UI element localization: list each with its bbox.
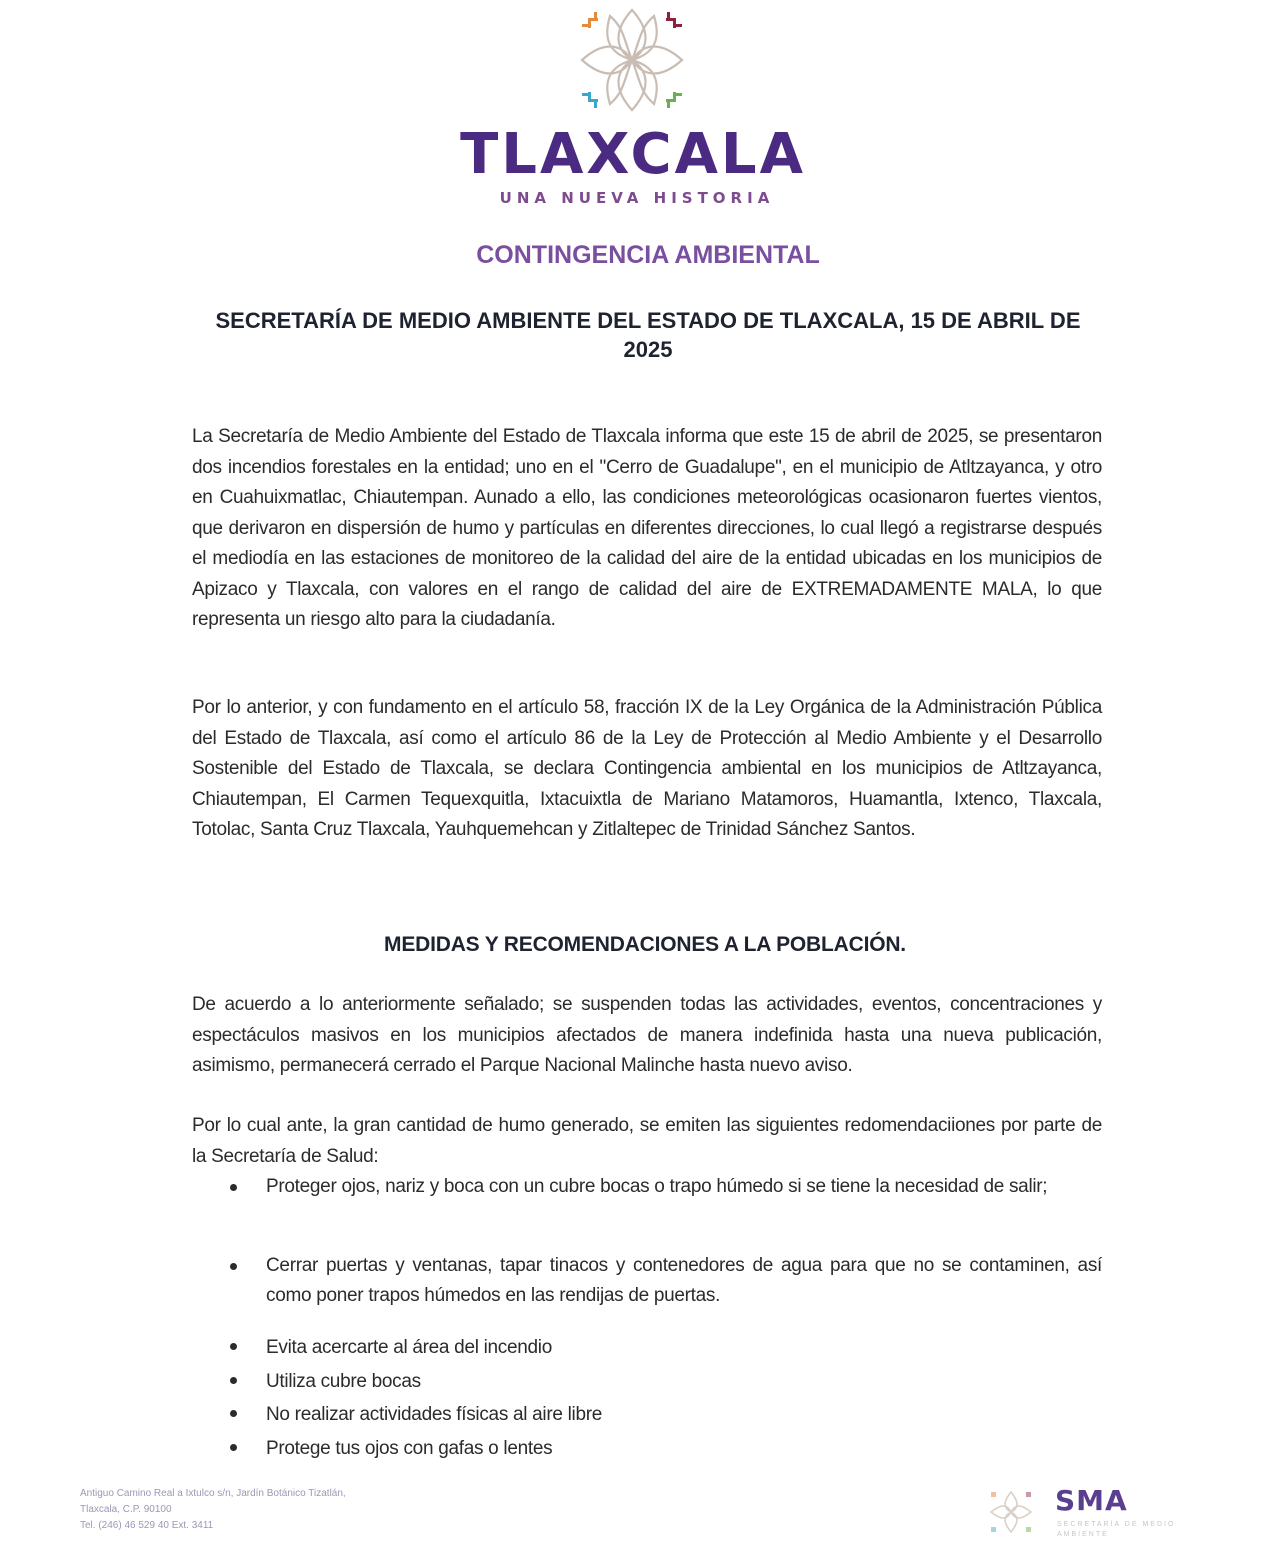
recommendation-text: Evita acercarte al área del incendio bbox=[266, 1337, 552, 1358]
recommendation-list bbox=[192, 1331, 1102, 1465]
bullet-icon bbox=[230, 1263, 237, 1270]
address-line: Antiguo Camino Real a Ixtulco s/n, Jardín Botánico Tizatlán, bbox=[80, 1488, 346, 1499]
document-title: CONTINGENCIA AMBIENTAL bbox=[476, 241, 820, 269]
paragraph-declaration: Por lo anterior, y con fundamento en el artículo 58, fracción IX de la Ley Orgánica de la Administración Pública del Estado de Tlaxcala, así como el artículo 86 de la Ley de Protección al Medio Ambiente y el Desarrollo Sostenible del Estado de Tlaxcala, se declara Contingencia ambiental en los municipios de Atltzayanca, Chiautempan, El Carmen Tequexquitla, Ixtacuixtla de Mariano Matamoros, Huamantla, Ixtenco, Tlaxcala, Totolac, Santa Cruz Tlaxcala, Yauhquemehcan y Zitlaltepec de Trinidad Sánchez Santos. bbox=[192, 697, 1102, 840]
list-item bbox=[192, 1432, 1102, 1466]
recommendation-text: Protege tus ojos con gafas o lentes bbox=[266, 1437, 553, 1459]
list-item bbox=[192, 1172, 1102, 1202]
phone-line: Tel. (246) 46 529 40 Ext. 3411 bbox=[80, 1520, 214, 1531]
paragraph-recommendations-intro: Por lo cual ante, la gran cantidad de humo generado, se emiten las siguientes redomendaciiones por parte de la Secretaría de Salud: bbox=[192, 1115, 1102, 1167]
sma-agency-name: SECRETARÍA DE MEDIO AMBIENTE bbox=[1057, 1521, 1176, 1538]
bullet-icon bbox=[230, 1410, 237, 1417]
bullet-icon bbox=[230, 1184, 237, 1191]
tlaxcala-logo bbox=[0, 0, 1266, 220]
recommendation-list bbox=[192, 1172, 1102, 1202]
sma-emblem-icon bbox=[985, 1486, 1037, 1538]
logo-title: TLAXCALA bbox=[460, 122, 806, 187]
list-item bbox=[192, 1331, 1102, 1365]
bullet-icon bbox=[230, 1377, 237, 1384]
flower-emblem-icon bbox=[572, 2, 692, 118]
list-item bbox=[192, 1365, 1102, 1399]
bullet-icon bbox=[230, 1444, 237, 1451]
recommendation-text: Cerrar puertas y ventanas, tapar tinacos y contenedores de agua para que no se contaminen, así como poner trapos húmedos en las rendijas de puertas. bbox=[266, 1255, 1102, 1306]
footer-address bbox=[80, 1486, 346, 1534]
section-heading-measures: MEDIDAS Y RECOMENDACIONES A LA POBLACIÓN. bbox=[384, 933, 906, 956]
bullet-icon bbox=[230, 1343, 237, 1350]
list-item bbox=[192, 1251, 1102, 1311]
document-subtitle: SECRETARÍA DE MEDIO AMBIENTE DEL ESTADO DE TLAXCALA, 15 DE ABRIL DE 2025 bbox=[215, 308, 1081, 362]
recommendation-text: Utiliza cubre bocas bbox=[266, 1370, 421, 1392]
recommendation-list bbox=[192, 1251, 1102, 1311]
list-item bbox=[192, 1398, 1102, 1432]
recommendation-text: No realizar actividades físicas al aire libre bbox=[266, 1404, 603, 1425]
address-line: Tlaxcala, C.P. 90100 bbox=[80, 1504, 172, 1515]
logo-subtitle: UNA NUEVA HISTORIA bbox=[499, 189, 775, 207]
paragraph-incident: La Secretaría de Medio Ambiente del Estado de Tlaxcala informa que este 15 de abril de 2025, se presentaron dos incendios forestales en la entidad; uno en el "Cerro de Guadalupe", en el municipio de Atltzayanca, y otro en Cuahuixmatlac, Chiautempan. Aunado a ello, las condiciones meteorológicas ocasionaron fuertes vientos, que derivaron en dispersión de humo y partículas en diferentes direcciones, lo cual llegó a registrarse después el mediodía en las estaciones de monitoreo de la calidad del aire de la entidad ubicadas en los municipios de Apizaco y Tlaxcala, con valores en el rango de calidad del aire de EXTREMADAMENTE MALA, lo que representa un riesgo alto para la ciudadanía. bbox=[192, 426, 1102, 630]
sma-logo bbox=[985, 1484, 1225, 1544]
recommendation-text: Proteger ojos, nariz y boca con un cubre bocas o trapo húmedo si se tiene la necesidad de salir; bbox=[266, 1176, 1048, 1197]
sma-abbreviation: SMA bbox=[1055, 1484, 1128, 1517]
paragraph-suspension: De acuerdo a lo anteriormente señalado; se suspenden todas las actividades, eventos, concentraciones y espectáculos masivos en los municipios afectados de manera indefinida hasta una nueva publicación, asimismo, permanecerá cerrado el Parque Nacional Malinche hasta nuevo aviso. bbox=[192, 994, 1102, 1076]
